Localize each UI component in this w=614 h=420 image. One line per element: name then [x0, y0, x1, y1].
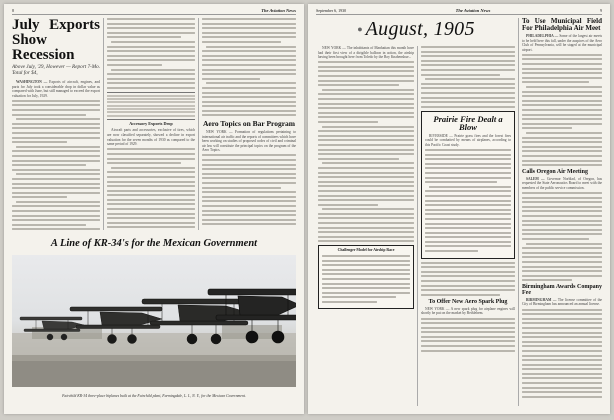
kr34-biplanes-photo: [12, 255, 296, 400]
oregon-meeting-headline: Calls Oregon Air Meeting: [522, 168, 588, 175]
accessory-exports-lead: Aircraft parts and accessories, exclusive of tires, which are now classified separately, showed a decline in export valuation for the seven months of 1930 as compared to the same period of 1929.: [107, 128, 195, 147]
left-masthead: The Aviation News: [261, 8, 296, 13]
philadelphia-meet-headline: To Use Municipal Field For Philadelphia Air Meet: [522, 18, 602, 32]
july-exports-deck: Above July, '29, However — Report 7-Mo. Total for $4,: [12, 64, 100, 76]
right-column-2: [421, 46, 515, 406]
left-folio: [12, 8, 296, 15]
birmingham-dateline: BIRMINGHAM —: [526, 297, 557, 302]
august-1905-lead: NEW YORK — The inhabitants of Manhattan this month have had their first view of a dirigible balloon in action, the airship having been brought here from Toledo by the Roy Knabenshue...: [318, 46, 414, 60]
accessory-exports-subhead: Accessory Exports Drop: [129, 120, 173, 126]
kr34-photo-headline: A Line of KR-34's for the Mexican Government: [50, 238, 258, 249]
feature-continued-body: [421, 46, 515, 108]
right-page-number: 9: [599, 8, 602, 13]
right-masthead: The Aviation News: [455, 8, 491, 13]
challenger-model-box: [318, 245, 414, 308]
birmingham-fee-body: [522, 309, 602, 398]
exports-continued-body: [107, 18, 195, 89]
left-column-3: [202, 18, 296, 230]
july-exports-body: [12, 100, 100, 230]
column-3-top-body: [202, 18, 296, 116]
july-exports-dateline: WASHINGTON —: [16, 79, 48, 84]
august-1905-body: [318, 61, 414, 242]
spark-plug-headline: To Offer New Aero Spark Plug: [428, 298, 508, 305]
feature-lower-body: [421, 262, 515, 296]
philadelphia-dateline: PHILADELPHIA —: [526, 34, 559, 38]
aero-topics-lead: NEW YORK — Formation of regulations pertaining to international air traffic and the reports of committees which have been working on studies of proposed codes of civil and criminal air law will constitute the principal topics on the program of the Aero Topics.: [202, 129, 296, 153]
left-column-2: [107, 18, 195, 230]
oregon-meeting-body: [522, 192, 602, 281]
prairie-fire-lead: RIVERSIDE — Prairie grass fires and the forest fires could be combatted by means of airplanes, according to this Pacific Coast study.: [425, 133, 511, 147]
left-page-number: 8: [12, 8, 14, 13]
right-page: [308, 4, 610, 414]
birmingham-fee-headline: Birmingham Awards Company Fee: [522, 283, 602, 296]
august-1905-headline: August, 1905: [365, 18, 475, 40]
right-column-3: [522, 18, 602, 408]
exports-table: [107, 92, 195, 120]
philadelphia-meet-lead: Some of the largest air meets to be held here this fall, under the auspices of the Aero Club of Pennsylvania, will be staged at the municipal airport.: [522, 34, 602, 52]
right-folio-date: September 6, 1930: [316, 8, 347, 13]
right-folio: [316, 8, 602, 15]
oregon-meeting-lead: Governor Norblad, of Oregon, has requested the State Aeronautics Board to meet with the members of the public service commission.: [522, 176, 602, 190]
biplanes-illustration: [12, 255, 296, 400]
right-column-1: [318, 46, 414, 406]
august-1905-banner: ● August, 1905: [357, 18, 475, 40]
challenger-model-title: Challenger Model for Airship Race: [337, 248, 395, 253]
july-exports-lead: Exports of aircraft, engines, and parts for July took a considerable drop in dollar value as compared with June, but still managed to exceed the export valuation for July, 1929.: [12, 79, 100, 98]
spark-plug-lead: NEW YORK — A new spark plug for airplane engines will shortly be put on the market by Bethlehem.: [421, 306, 515, 316]
birmingham-fee-lead: The license committee of the City of Birmingham has announced an annual license.: [522, 297, 602, 307]
left-page: [4, 4, 304, 414]
prairie-fire-box: [421, 111, 515, 259]
accessory-exports-body: [107, 148, 195, 230]
spark-plug-body: [421, 318, 515, 352]
kr34-photo-caption: Fairchild KR-34 three-place biplanes built at the Fairchild plant, Farmingdale, L. I., N. Y., for the Mexican Government.: [62, 394, 246, 398]
oregon-dateline: SALEM —: [526, 176, 545, 181]
left-column-1: [12, 18, 100, 230]
aero-topics-body: [202, 154, 296, 225]
aero-topics-headline: Aero Topics on Bar Program: [202, 119, 296, 129]
july-exports-headline: July Exports Show Recession: [12, 18, 100, 63]
prairie-fire-headline: Prairie Fire Dealt a Blow: [433, 113, 503, 133]
philadelphia-meet-body: [522, 54, 602, 166]
